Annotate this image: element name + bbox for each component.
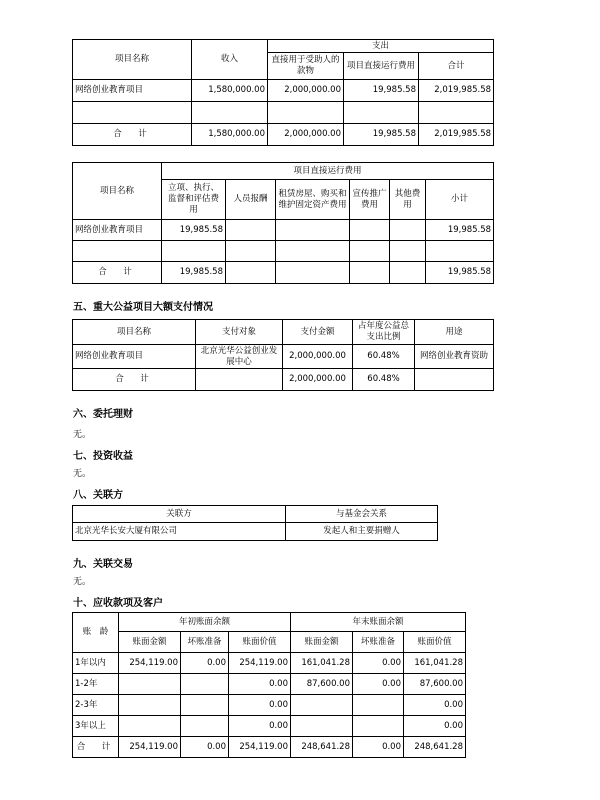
cell-sum-run: 19,985.58 xyxy=(344,124,419,146)
cell-sum-subtotal: 19,985.58 xyxy=(426,262,494,284)
cell-sum-begin-reserve: 0.00 xyxy=(181,737,229,758)
header-bad-debt-reserve: 坏账准备 xyxy=(181,632,229,653)
major-payment-table xyxy=(72,319,494,391)
table-row xyxy=(73,674,466,695)
cell-subtotal xyxy=(426,241,494,262)
header-beginning-balance: 年初账面余额 xyxy=(119,613,291,632)
cell-income xyxy=(192,102,268,124)
cell-sum-begin-value: 254,119.00 xyxy=(229,737,291,758)
header-rent-assets: 租赁房屋、购买和维护固定资产费用 xyxy=(276,180,350,220)
header-book-amount: 账面金额 xyxy=(119,632,181,653)
table-row xyxy=(73,241,494,262)
cell-sum-begin-book: 254,119.00 xyxy=(119,737,181,758)
receivables-table xyxy=(72,612,466,758)
header-relation: 与基金会关系 xyxy=(286,506,438,523)
header-project-name: 项目名称 xyxy=(73,320,196,345)
cell-begin-value: 0.00 xyxy=(229,674,291,695)
section-title-major-payments: 五、重大公益项目大额支付情况 xyxy=(73,302,213,313)
cell-subtotal: 19,985.58 xyxy=(426,220,494,241)
cell-end-book: 87,600.00 xyxy=(291,674,353,695)
cell-amount: 2,000,000.00 xyxy=(283,345,353,369)
header-book-amount: 账面金额 xyxy=(291,632,353,653)
cell-sum-aid: 2,000,000.00 xyxy=(268,124,344,146)
section-title-receivables: 十、应收款项及客户 xyxy=(73,598,163,609)
cell-other xyxy=(390,241,426,262)
header-payee: 支付对象 xyxy=(196,320,283,345)
cell-total xyxy=(419,102,494,124)
header-direct-aid: 直接用于受助人的款物 xyxy=(268,53,344,80)
cell-staff xyxy=(226,241,276,262)
cell-begin-value: 254,119.00 xyxy=(229,653,291,674)
cell-end-book xyxy=(291,695,353,716)
header-amount: 支付金额 xyxy=(283,320,353,345)
section-title-investment-income: 七、投资收益 xyxy=(73,451,133,462)
cell-other xyxy=(390,220,426,241)
related-party-table xyxy=(72,505,438,541)
cell-purpose: 网络创业教育资助 xyxy=(415,345,494,369)
cell-begin-reserve xyxy=(181,695,229,716)
header-income: 收入 xyxy=(192,40,268,80)
cell-audit: 19,985.58 xyxy=(162,220,226,241)
cell-aging: 1-2年 xyxy=(73,674,119,695)
sum-row xyxy=(73,369,494,391)
cell-promo xyxy=(350,262,390,284)
cell-aging: 2-3年 xyxy=(73,695,119,716)
cell-aging: 3年以上 xyxy=(73,716,119,737)
cell-end-value: 161,041.28 xyxy=(404,653,466,674)
section-text-entrusted-finance: 无。 xyxy=(73,430,92,440)
cell-end-value: 0.00 xyxy=(404,695,466,716)
header-project-name: 项目名称 xyxy=(73,163,162,220)
cell-end-reserve xyxy=(353,695,404,716)
header-total: 合计 xyxy=(419,53,494,80)
cell-end-reserve: 0.00 xyxy=(353,653,404,674)
header-subtotal: 小计 xyxy=(426,180,494,220)
header-promotion: 宣传推广费用 xyxy=(350,180,390,220)
cell-sum-audit: 19,985.58 xyxy=(162,262,226,284)
cell-end-reserve: 0.00 xyxy=(353,674,404,695)
header-expense: 支出 xyxy=(268,40,494,53)
cell-begin-book: 254,119.00 xyxy=(119,653,181,674)
header-book-value: 账面价值 xyxy=(404,632,466,653)
table-row xyxy=(73,80,494,102)
cell-name xyxy=(73,241,162,262)
header-direct-run: 项目直接运行费用 xyxy=(344,53,419,80)
header-related-party: 关联方 xyxy=(73,506,286,523)
operating-cost-table xyxy=(72,162,494,284)
cell-staff xyxy=(226,262,276,284)
cell-rent xyxy=(276,220,350,241)
cell-total: 2,019,985.58 xyxy=(419,80,494,102)
cell-run: 19,985.58 xyxy=(344,80,419,102)
header-purpose: 用途 xyxy=(415,320,494,345)
cell-audit xyxy=(162,241,226,262)
header-project-name: 项目名称 xyxy=(73,40,192,80)
section-text-related-transactions: 无。 xyxy=(73,577,92,587)
sum-row xyxy=(73,737,466,758)
cell-relation: 发起人和主要捐赠人 xyxy=(286,523,438,541)
cell-name: 网络创业教育项目 xyxy=(73,220,162,241)
cell-rent xyxy=(276,241,350,262)
cell-party: 北京光华长安大厦有限公司 xyxy=(73,523,286,541)
section-text-investment-income: 无。 xyxy=(73,469,92,479)
cell-aging: 1年以内 xyxy=(73,653,119,674)
cell-purpose xyxy=(415,369,494,391)
header-aging: 账 龄 xyxy=(73,613,119,653)
header-staff-pay: 人员报酬 xyxy=(226,180,276,220)
cell-end-book: 161,041.28 xyxy=(291,653,353,674)
header-ending-balance: 年末账面余额 xyxy=(291,613,466,632)
cell-rent xyxy=(276,262,350,284)
cell-name: 网络创业教育项目 xyxy=(73,80,192,102)
cell-end-book xyxy=(291,716,353,737)
header-book-value: 账面价值 xyxy=(229,632,291,653)
section-title-related-transactions: 九、关联交易 xyxy=(73,559,133,570)
cell-payee xyxy=(196,369,283,391)
cell-begin-book xyxy=(119,674,181,695)
cell-name xyxy=(73,102,192,124)
table-row xyxy=(73,102,494,124)
cell-sum-total: 2,019,985.58 xyxy=(419,124,494,146)
header-audit-cost: 立项、执行、监督和评估费用 xyxy=(162,180,226,220)
cell-sum-label: 合 计 xyxy=(73,737,119,758)
cell-begin-reserve xyxy=(181,716,229,737)
cell-aid: 2,000,000.00 xyxy=(268,80,344,102)
cell-promo xyxy=(350,241,390,262)
cell-end-value: 0.00 xyxy=(404,716,466,737)
sum-row xyxy=(73,262,494,284)
table-row xyxy=(73,653,466,674)
cell-begin-value: 0.00 xyxy=(229,716,291,737)
income-expense-table xyxy=(72,39,494,146)
cell-begin-book xyxy=(119,695,181,716)
table-row xyxy=(73,220,494,241)
cell-sum-end-book: 248,641.28 xyxy=(291,737,353,758)
header-other: 其他费用 xyxy=(390,180,426,220)
header-ratio: 占年度公益总支出比例 xyxy=(353,320,415,345)
section-title-entrusted-finance: 六、委托理财 xyxy=(73,409,133,420)
cell-run xyxy=(344,102,419,124)
cell-sum-amount: 2,000,000.00 xyxy=(283,369,353,391)
cell-other xyxy=(390,262,426,284)
header-direct-cost: 项目直接运行费用 xyxy=(162,163,494,180)
table-row xyxy=(73,716,466,737)
cell-end-value: 87,600.00 xyxy=(404,674,466,695)
cell-aid xyxy=(268,102,344,124)
cell-sum-label: 合 计 xyxy=(73,262,162,284)
cell-sum-end-value: 248,641.28 xyxy=(404,737,466,758)
cell-sum-income: 1,580,000.00 xyxy=(192,124,268,146)
table-row xyxy=(73,695,466,716)
cell-begin-reserve: 0.00 xyxy=(181,653,229,674)
cell-sum-label: 合 计 xyxy=(73,124,192,146)
cell-promo xyxy=(350,220,390,241)
cell-staff xyxy=(226,220,276,241)
cell-income: 1,580,000.00 xyxy=(192,80,268,102)
table-row xyxy=(73,523,438,541)
cell-begin-book xyxy=(119,716,181,737)
cell-sum-end-reserve: 0.00 xyxy=(353,737,404,758)
cell-begin-value: 0.00 xyxy=(229,695,291,716)
cell-begin-reserve xyxy=(181,674,229,695)
cell-sum-label: 合 计 xyxy=(73,369,196,391)
cell-ratio: 60.48% xyxy=(353,345,415,369)
cell-name: 网络创业教育项目 xyxy=(73,345,196,369)
table-row xyxy=(73,345,494,369)
sum-row xyxy=(73,124,494,146)
cell-payee: 北京光华公益创业发展中心 xyxy=(196,345,283,369)
header-bad-debt-reserve: 坏账准备 xyxy=(353,632,404,653)
cell-end-reserve xyxy=(353,716,404,737)
cell-sum-ratio: 60.48% xyxy=(353,369,415,391)
section-title-related-parties: 八、关联方 xyxy=(73,490,123,501)
